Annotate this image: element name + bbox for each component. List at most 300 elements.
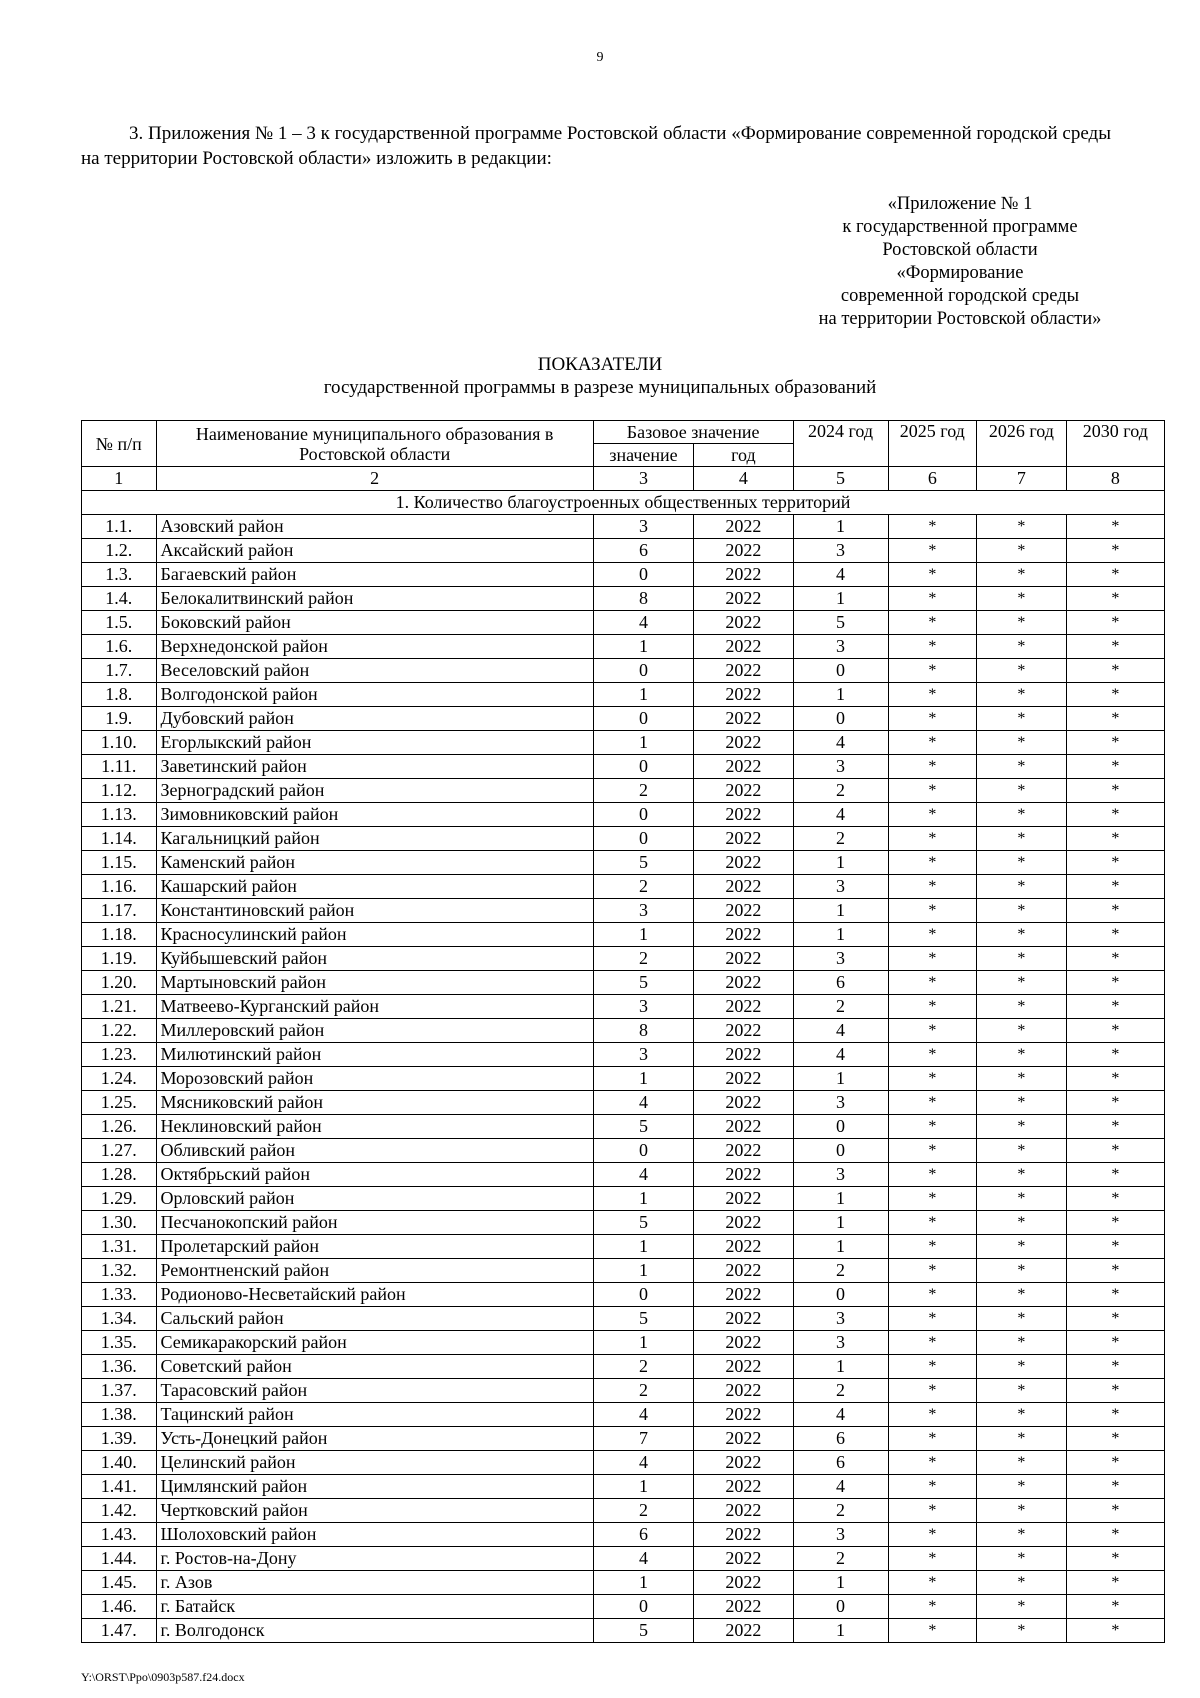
value-2030: * bbox=[1066, 1499, 1164, 1523]
municipality-name: Советский район bbox=[156, 1355, 593, 1379]
row-number: 1.23. bbox=[82, 1043, 157, 1067]
base-year: 2022 bbox=[694, 1211, 793, 1235]
value-2030: * bbox=[1066, 1451, 1164, 1475]
value-2025: * bbox=[888, 1547, 977, 1571]
value-2025: * bbox=[888, 539, 977, 563]
value-2026: * bbox=[977, 563, 1067, 587]
base-value: 1 bbox=[593, 1187, 693, 1211]
appendix-line: современной городской среды bbox=[840, 286, 1080, 306]
base-year: 2022 bbox=[694, 923, 793, 947]
base-year: 2022 bbox=[694, 1043, 793, 1067]
base-year: 2022 bbox=[694, 1283, 793, 1307]
row-number: 1.26. bbox=[82, 1115, 157, 1139]
row-number: 1.13. bbox=[82, 803, 157, 827]
municipality-name: Матвеево-Курганский район bbox=[156, 995, 593, 1019]
base-value: 3 bbox=[593, 899, 693, 923]
municipality-name: Зерноградский район bbox=[156, 779, 593, 803]
row-number: 1.40. bbox=[82, 1451, 157, 1475]
table-row bbox=[82, 1475, 1165, 1499]
value-2026: * bbox=[977, 635, 1067, 659]
table-row bbox=[82, 1043, 1165, 1067]
value-2030: * bbox=[1066, 1091, 1164, 1115]
appendix-line: «Формирование bbox=[896, 263, 1024, 283]
base-year: 2022 bbox=[694, 803, 793, 827]
value-2024: 5 bbox=[793, 611, 888, 635]
value-2024: 1 bbox=[793, 683, 888, 707]
base-value: 4 bbox=[593, 611, 693, 635]
municipality-name: Ремонтненский район bbox=[156, 1259, 593, 1283]
base-value: 6 bbox=[593, 539, 693, 563]
municipality-name: Целинский район bbox=[156, 1451, 593, 1475]
value-2030: * bbox=[1066, 1283, 1164, 1307]
table-row bbox=[82, 1211, 1165, 1235]
municipality-name: Егорлыкский район bbox=[156, 731, 593, 755]
row-number: 1.32. bbox=[82, 1259, 157, 1283]
value-2026: * bbox=[977, 1235, 1067, 1259]
base-value: 8 bbox=[593, 1019, 693, 1043]
table-row bbox=[82, 995, 1165, 1019]
municipality-name: Шолоховский район bbox=[156, 1523, 593, 1547]
municipality-name: Миллеровский район bbox=[156, 1019, 593, 1043]
value-2026: * bbox=[977, 659, 1067, 683]
col-number: 7 bbox=[977, 467, 1067, 491]
value-2024: 2 bbox=[793, 1499, 888, 1523]
value-2024: 4 bbox=[793, 731, 888, 755]
value-2025: * bbox=[888, 731, 977, 755]
col-number: 3 bbox=[593, 467, 693, 491]
value-2026: * bbox=[977, 1139, 1067, 1163]
table-row bbox=[82, 923, 1165, 947]
base-year: 2022 bbox=[694, 875, 793, 899]
municipality-name: Дубовский район bbox=[156, 707, 593, 731]
table-row bbox=[82, 1331, 1165, 1355]
base-year: 2022 bbox=[694, 1499, 793, 1523]
row-number: 1.38. bbox=[82, 1403, 157, 1427]
col-number: 4 bbox=[694, 467, 793, 491]
row-number: 1.7. bbox=[82, 659, 157, 683]
table-row bbox=[82, 1427, 1165, 1451]
municipality-name: Волгодонской район bbox=[156, 683, 593, 707]
row-number: 1.19. bbox=[82, 947, 157, 971]
value-2026: * bbox=[977, 947, 1067, 971]
municipality-name: Октябрьский район bbox=[156, 1163, 593, 1187]
value-2025: * bbox=[888, 1403, 977, 1427]
row-number: 1.14. bbox=[82, 827, 157, 851]
value-2030: * bbox=[1066, 659, 1164, 683]
municipality-name: Мясниковский район bbox=[156, 1091, 593, 1115]
row-number: 1.36. bbox=[82, 1355, 157, 1379]
table-row bbox=[82, 587, 1165, 611]
table-row bbox=[82, 803, 1165, 827]
value-2025: * bbox=[888, 659, 977, 683]
table-row bbox=[82, 1595, 1165, 1619]
value-2026: * bbox=[977, 1355, 1067, 1379]
value-2026: * bbox=[977, 515, 1067, 539]
base-year: 2022 bbox=[694, 899, 793, 923]
base-value: 2 bbox=[593, 947, 693, 971]
base-value: 1 bbox=[593, 1259, 693, 1283]
value-2024: 1 bbox=[793, 1619, 888, 1643]
value-2025: * bbox=[888, 1211, 977, 1235]
value-2026: * bbox=[977, 1019, 1067, 1043]
table-row bbox=[82, 1091, 1165, 1115]
value-2026: * bbox=[977, 923, 1067, 947]
base-year: 2022 bbox=[694, 1019, 793, 1043]
base-value: 5 bbox=[593, 1115, 693, 1139]
table-row bbox=[82, 1115, 1165, 1139]
base-value: 1 bbox=[593, 683, 693, 707]
value-2024: 1 bbox=[793, 1355, 888, 1379]
base-year: 2022 bbox=[694, 1331, 793, 1355]
table-row bbox=[82, 971, 1165, 995]
value-2030: * bbox=[1066, 1379, 1164, 1403]
base-year: 2022 bbox=[694, 1595, 793, 1619]
base-value: 0 bbox=[593, 563, 693, 587]
base-value: 5 bbox=[593, 851, 693, 875]
value-2026: * bbox=[977, 1499, 1067, 1523]
base-year: 2022 bbox=[694, 539, 793, 563]
municipality-name: Песчанокопский район bbox=[156, 1211, 593, 1235]
municipality-name: Аксайский район bbox=[156, 539, 593, 563]
base-year: 2022 bbox=[694, 1307, 793, 1331]
value-2030: * bbox=[1066, 1163, 1164, 1187]
value-2025: * bbox=[888, 1475, 977, 1499]
value-2025: * bbox=[888, 1427, 977, 1451]
row-number: 1.5. bbox=[82, 611, 157, 635]
value-2024: 0 bbox=[793, 1283, 888, 1307]
base-value: 5 bbox=[593, 1211, 693, 1235]
base-value: 3 bbox=[593, 515, 693, 539]
appendix-line: к государственной программе bbox=[842, 217, 1078, 237]
table-subtitle: государственной программы в разрезе муниципальных образований bbox=[323, 377, 877, 398]
value-2030: * bbox=[1066, 1019, 1164, 1043]
row-number: 1.29. bbox=[82, 1187, 157, 1211]
municipality-name: Семикаракорский район bbox=[156, 1331, 593, 1355]
table-row bbox=[82, 1547, 1165, 1571]
value-2026: * bbox=[977, 1211, 1067, 1235]
page-number: 9 bbox=[596, 50, 604, 65]
base-year: 2022 bbox=[694, 1619, 793, 1643]
value-2024: 2 bbox=[793, 1259, 888, 1283]
value-2025: * bbox=[888, 587, 977, 611]
row-number: 1.30. bbox=[82, 1211, 157, 1235]
table-row bbox=[82, 827, 1165, 851]
base-value: 3 bbox=[593, 1043, 693, 1067]
value-2030: * bbox=[1066, 1595, 1164, 1619]
base-year: 2022 bbox=[694, 1379, 793, 1403]
base-year: 2022 bbox=[694, 1235, 793, 1259]
municipality-name: Боковский район bbox=[156, 611, 593, 635]
value-2024: 3 bbox=[793, 755, 888, 779]
row-number: 1.25. bbox=[82, 1091, 157, 1115]
value-2024: 0 bbox=[793, 1115, 888, 1139]
header-num: № п/п bbox=[82, 421, 157, 467]
row-number: 1.42. bbox=[82, 1499, 157, 1523]
value-2025: * bbox=[888, 1043, 977, 1067]
row-number: 1.24. bbox=[82, 1067, 157, 1091]
value-2025: * bbox=[888, 803, 977, 827]
value-2030: * bbox=[1066, 995, 1164, 1019]
value-2030: * bbox=[1066, 827, 1164, 851]
base-year: 2022 bbox=[694, 515, 793, 539]
value-2030: * bbox=[1066, 779, 1164, 803]
row-number: 1.35. bbox=[82, 1331, 157, 1355]
base-year: 2022 bbox=[694, 1547, 793, 1571]
table-row bbox=[82, 1379, 1165, 1403]
value-2025: * bbox=[888, 611, 977, 635]
intro-paragraph: 3. Приложения № 1 – 3 к государственной программе Ростовской области «Формирование современной городской среды на территории Ростовской области» изложить в редакции: bbox=[81, 123, 1111, 169]
table-row bbox=[82, 1355, 1165, 1379]
value-2026: * bbox=[977, 899, 1067, 923]
value-2024: 3 bbox=[793, 1163, 888, 1187]
footer-file-path: Y:\ORST\Ppo\0903p587.f24.docx bbox=[81, 1670, 245, 1684]
value-2030: * bbox=[1066, 803, 1164, 827]
value-2025: * bbox=[888, 1115, 977, 1139]
base-value: 0 bbox=[593, 659, 693, 683]
value-2025: * bbox=[888, 1355, 977, 1379]
value-2024: 4 bbox=[793, 563, 888, 587]
value-2030: * bbox=[1066, 707, 1164, 731]
municipality-name: Морозовский район bbox=[156, 1067, 593, 1091]
value-2030: * bbox=[1066, 683, 1164, 707]
value-2030: * bbox=[1066, 539, 1164, 563]
base-value: 4 bbox=[593, 1163, 693, 1187]
base-value: 2 bbox=[593, 1355, 693, 1379]
table-row bbox=[82, 563, 1165, 587]
row-number: 1.4. bbox=[82, 587, 157, 611]
value-2025: * bbox=[888, 707, 977, 731]
base-year: 2022 bbox=[694, 587, 793, 611]
value-2026: * bbox=[977, 539, 1067, 563]
base-year: 2022 bbox=[694, 1355, 793, 1379]
value-2030: * bbox=[1066, 1355, 1164, 1379]
value-2030: * bbox=[1066, 755, 1164, 779]
base-value: 7 bbox=[593, 1427, 693, 1451]
municipality-name: Белокалитвинский район bbox=[156, 587, 593, 611]
municipality-name: г. Волгодонск bbox=[156, 1619, 593, 1643]
row-number: 1.41. bbox=[82, 1475, 157, 1499]
value-2026: * bbox=[977, 707, 1067, 731]
value-2024: 4 bbox=[793, 1019, 888, 1043]
value-2026: * bbox=[977, 755, 1067, 779]
header-name: Наименование муниципального образования в Ростовской области bbox=[156, 421, 593, 467]
value-2030: * bbox=[1066, 899, 1164, 923]
table-row bbox=[82, 1283, 1165, 1307]
value-2024: 1 bbox=[793, 899, 888, 923]
base-value: 1 bbox=[593, 1331, 693, 1355]
value-2025: * bbox=[888, 1307, 977, 1331]
row-number: 1.37. bbox=[82, 1379, 157, 1403]
row-number: 1.43. bbox=[82, 1523, 157, 1547]
value-2024: 2 bbox=[793, 827, 888, 851]
value-2030: * bbox=[1066, 1259, 1164, 1283]
table-row bbox=[82, 875, 1165, 899]
base-year: 2022 bbox=[694, 947, 793, 971]
column-number-row bbox=[82, 467, 1165, 491]
table-row bbox=[82, 1139, 1165, 1163]
value-2024: 6 bbox=[793, 1451, 888, 1475]
indicators-table bbox=[81, 420, 1165, 1643]
table-row bbox=[82, 779, 1165, 803]
row-number: 1.1. bbox=[82, 515, 157, 539]
table-row bbox=[82, 539, 1165, 563]
value-2024: 4 bbox=[793, 1043, 888, 1067]
value-2026: * bbox=[977, 1427, 1067, 1451]
municipality-name: Константиновский район bbox=[156, 899, 593, 923]
municipality-name: Тацинский район bbox=[156, 1403, 593, 1427]
value-2026: * bbox=[977, 1547, 1067, 1571]
value-2025: * bbox=[888, 755, 977, 779]
value-2026: * bbox=[977, 1595, 1067, 1619]
value-2024: 1 bbox=[793, 587, 888, 611]
base-year: 2022 bbox=[694, 1427, 793, 1451]
value-2026: * bbox=[977, 875, 1067, 899]
table-row bbox=[82, 1307, 1165, 1331]
table-row bbox=[82, 1571, 1165, 1595]
base-year: 2022 bbox=[694, 563, 793, 587]
section-row bbox=[82, 491, 1165, 515]
value-2026: * bbox=[977, 1523, 1067, 1547]
base-year: 2022 bbox=[694, 1259, 793, 1283]
base-value: 4 bbox=[593, 1547, 693, 1571]
value-2030: * bbox=[1066, 1187, 1164, 1211]
row-number: 1.22. bbox=[82, 1019, 157, 1043]
row-number: 1.28. bbox=[82, 1163, 157, 1187]
base-year: 2022 bbox=[694, 779, 793, 803]
municipality-name: Кашарский район bbox=[156, 875, 593, 899]
value-2024: 2 bbox=[793, 1379, 888, 1403]
value-2025: * bbox=[888, 1259, 977, 1283]
base-value: 1 bbox=[593, 1235, 693, 1259]
header-base: Базовое значение bbox=[593, 421, 793, 444]
municipality-name: г. Батайск bbox=[156, 1595, 593, 1619]
value-2026: * bbox=[977, 1187, 1067, 1211]
row-number: 1.46. bbox=[82, 1595, 157, 1619]
base-value: 0 bbox=[593, 707, 693, 731]
value-2025: * bbox=[888, 1571, 977, 1595]
value-2025: * bbox=[888, 899, 977, 923]
value-2030: * bbox=[1066, 875, 1164, 899]
base-value: 4 bbox=[593, 1091, 693, 1115]
value-2030: * bbox=[1066, 1307, 1164, 1331]
table-row bbox=[82, 611, 1165, 635]
municipality-name: Сальский район bbox=[156, 1307, 593, 1331]
base-value: 8 bbox=[593, 587, 693, 611]
row-number: 1.21. bbox=[82, 995, 157, 1019]
municipality-name: Обливский район bbox=[156, 1139, 593, 1163]
row-number: 1.10. bbox=[82, 731, 157, 755]
row-number: 1.17. bbox=[82, 899, 157, 923]
value-2025: * bbox=[888, 1067, 977, 1091]
municipality-name: Веселовский район bbox=[156, 659, 593, 683]
row-number: 1.45. bbox=[82, 1571, 157, 1595]
value-2025: * bbox=[888, 683, 977, 707]
value-2026: * bbox=[977, 779, 1067, 803]
value-2030: * bbox=[1066, 611, 1164, 635]
value-2024: 3 bbox=[793, 1523, 888, 1547]
municipality-name: Усть-Донецкий район bbox=[156, 1427, 593, 1451]
base-year: 2022 bbox=[694, 611, 793, 635]
municipality-name: Мартыновский район bbox=[156, 971, 593, 995]
row-number: 1.3. bbox=[82, 563, 157, 587]
value-2026: * bbox=[977, 1163, 1067, 1187]
base-value: 0 bbox=[593, 755, 693, 779]
base-value: 1 bbox=[593, 1067, 693, 1091]
municipality-name: Красносулинский район bbox=[156, 923, 593, 947]
base-year: 2022 bbox=[694, 971, 793, 995]
base-year: 2022 bbox=[694, 1571, 793, 1595]
value-2025: * bbox=[888, 995, 977, 1019]
value-2024: 1 bbox=[793, 515, 888, 539]
row-number: 1.6. bbox=[82, 635, 157, 659]
value-2024: 4 bbox=[793, 803, 888, 827]
header-2024: 2024 год bbox=[793, 421, 888, 467]
value-2024: 3 bbox=[793, 539, 888, 563]
municipality-name: Неклиновский район bbox=[156, 1115, 593, 1139]
value-2030: * bbox=[1066, 1571, 1164, 1595]
value-2026: * bbox=[977, 731, 1067, 755]
value-2025: * bbox=[888, 1523, 977, 1547]
row-number: 1.44. bbox=[82, 1547, 157, 1571]
value-2025: * bbox=[888, 515, 977, 539]
value-2025: * bbox=[888, 1163, 977, 1187]
value-2030: * bbox=[1066, 1211, 1164, 1235]
value-2025: * bbox=[888, 851, 977, 875]
municipality-name: Куйбышевский район bbox=[156, 947, 593, 971]
value-2024: 3 bbox=[793, 1091, 888, 1115]
row-number: 1.18. bbox=[82, 923, 157, 947]
base-year: 2022 bbox=[694, 1139, 793, 1163]
value-2026: * bbox=[977, 587, 1067, 611]
value-2025: * bbox=[888, 1379, 977, 1403]
value-2024: 0 bbox=[793, 707, 888, 731]
row-number: 1.8. bbox=[82, 683, 157, 707]
table-row bbox=[82, 707, 1165, 731]
municipality-name: Верхнедонской район bbox=[156, 635, 593, 659]
base-year: 2022 bbox=[694, 1403, 793, 1427]
value-2024: 1 bbox=[793, 1235, 888, 1259]
table-row bbox=[82, 899, 1165, 923]
header-2025: 2025 год bbox=[888, 421, 977, 467]
value-2026: * bbox=[977, 1043, 1067, 1067]
value-2030: * bbox=[1066, 971, 1164, 995]
row-number: 1.31. bbox=[82, 1235, 157, 1259]
value-2030: * bbox=[1066, 1427, 1164, 1451]
base-year: 2022 bbox=[694, 1451, 793, 1475]
base-year: 2022 bbox=[694, 635, 793, 659]
col-number: 5 bbox=[793, 467, 888, 491]
value-2030: * bbox=[1066, 1475, 1164, 1499]
table-title-block bbox=[0, 353, 1200, 399]
base-year: 2022 bbox=[694, 731, 793, 755]
value-2024: 0 bbox=[793, 1595, 888, 1619]
municipality-name: г. Азов bbox=[156, 1571, 593, 1595]
value-2025: * bbox=[888, 1019, 977, 1043]
value-2026: * bbox=[977, 683, 1067, 707]
value-2026: * bbox=[977, 971, 1067, 995]
value-2030: * bbox=[1066, 563, 1164, 587]
value-2030: * bbox=[1066, 587, 1164, 611]
value-2025: * bbox=[888, 1451, 977, 1475]
value-2024: 0 bbox=[793, 659, 888, 683]
municipality-name: Милютинский район bbox=[156, 1043, 593, 1067]
base-year: 2022 bbox=[694, 827, 793, 851]
table-row bbox=[82, 731, 1165, 755]
section-title: 1. Количество благоустроенных общественных территорий bbox=[82, 491, 1165, 515]
base-year: 2022 bbox=[694, 851, 793, 875]
value-2026: * bbox=[977, 995, 1067, 1019]
base-year: 2022 bbox=[694, 683, 793, 707]
